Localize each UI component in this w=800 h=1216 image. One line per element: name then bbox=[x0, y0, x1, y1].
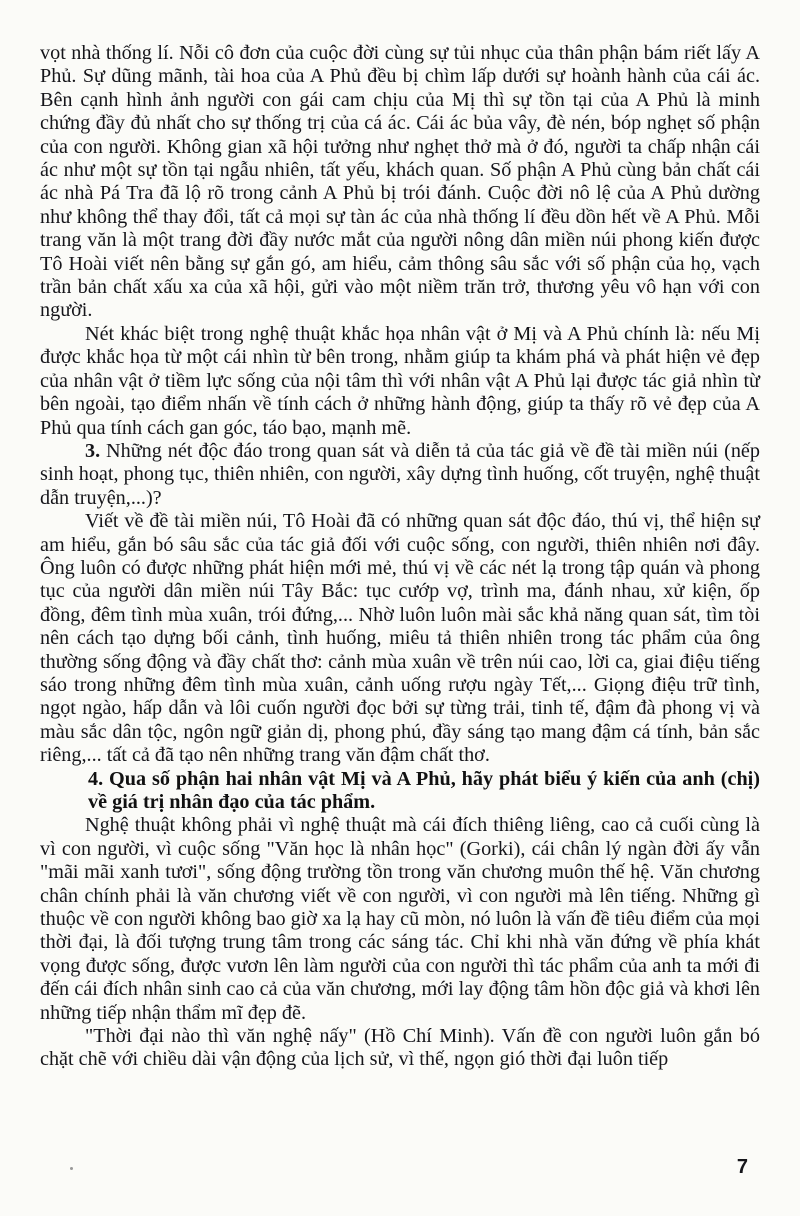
paragraph-contrast: Nét khác biệt trong nghệ thuật khắc họa nhân vật ở Mị và A Phủ chính là: nếu Mị được khắc họa từ một cái nhìn từ bên trong, nhằm giúp ta khám phá và phát hiện vẻ đẹp của nhân vật ở tiềm lực sống của nội tâm thì với nhân vật A Phủ lại được tác giả nhìn từ bên ngoài, tạo điểm nhấn về tính cách ở những hành động, giúp ta thấy rõ vẻ đẹp của A Phủ qua tính cách gan góc, táo bạo, mạnh mẽ. bbox=[40, 322, 760, 439]
page-number: 7 bbox=[736, 1156, 748, 1178]
paragraph-continuation: vọt nhà thống lí. Nỗi cô đơn của cuộc đời cùng sự tủi nhục của thân phận bám riết lấy A Phủ. Sự dũng mãnh, tài hoa của A Phủ đều bị chìm lấp dưới sự hoành hành của cái ác. Bên cạnh hình ảnh người con gái cam chịu của Mị thì sự tồn tại của A Phủ là minh chứng đầy đủ nhất cho sự thống trị của cá ác. Cái ác bủa vây, đè nén, bóp nghẹt số phận của con người. Không gian xã hội tưởng như nghẹt thở mà ở đó, người ta chấp nhận cái ác như một sự tồn tại ngẫu nhiên, tất yếu, khách quan. Số phận A Phủ cùng bản chất cái ác nhà Pá Tra đã lộ rõ trong cảnh A Phủ bị trói đánh. Cuộc đời nô lệ của A Phủ dường như không thể thay đổi, tất cả mọi sự tàn ác của nhà thống lí đều dồn hết về A Phủ. Mỗi trang văn là một trang đời đầy nước mắt của người nông dân miền núi phong kiến được Tô Hoài viết nên bằng sự gắn gó, am hiểu, cảm thông sâu sắc với số phận của họ, vạch trần bản chất xấu xa của xã hội, gửi vào một niềm trăn trở, thương yêu vô hạn với con người. bbox=[40, 42, 760, 322]
question-3-text: Những nét độc đáo trong quan sát và diễn tả của tác giả về đề tài miền núi (nếp sinh hoạt, phong tục, thiên nhiên, con người, xây dựng tình huống, cốt truyện, nghệ thuật dẫn truyện,...)? bbox=[40, 439, 760, 509]
paragraph-answer-3: Viết về đề tài miền núi, Tô Hoài đã có những quan sát độc đáo, thú vị, thể hiện sự am hiểu, gắn bó sâu sắc của tác giả đối với cuộc sống, con người, thiên nhiên nơi đây. Ông luôn có được những phát hiện mới mẻ, thú vị về các nét lạ trong tập quán và phong tục của người dân miền núi Tây Bắc: tục cướp vợ, trình ma, đánh nhau, xử kiện, ốp đồng, đêm tình mùa xuân, trói đứng,... Nhờ luôn luôn mài sắc khả năng quan sát, tìm tòi nên cách tạo dựng bối cảnh, tình huống, miêu tả thiên nhiên trong tác phẩm của ông thường sống động và đầy chất thơ: cảnh mùa xuân về trên núi cao, lời ca, giai điệu tiếng sáo trong những đêm tình mùa xuân, cảnh uống rượu ngày Tết,... Giọng điệu trữ tình, ngọt ngào, hấp dẫn và lôi cuốn người đọc bởi sự từng trải, tinh tế, đậm đà phong vị và màu sắc dân tộc, ngôn ngữ giản dị, phong phú, đầy sáng tạo mang đậm cá tính, bản sắc riêng,... tất cả đã tạo nên những trang văn đậm chất thơ. bbox=[40, 510, 760, 767]
question-3 bbox=[40, 440, 760, 510]
print-speck bbox=[70, 1167, 73, 1170]
paragraph-answer-4: Nghệ thuật không phải vì nghệ thuật mà cái đích thiêng liêng, cao cả cuối cùng là vì con người, vì cuộc sống "Văn học là nhân học" (Gorki), cái chân lý ngàn đời ấy vẫn "mãi mãi xanh tươi", sống động trường tồn trong văn chương muôn thế hệ. Văn chương chân chính phải là văn chương viết về con người, vì con người mà lên tiếng. Những gì thuộc về con người không bao giờ xa lạ hay cũ mòn, nó luôn là vấn đề tiêu điểm của mọi thời đại, là đối tượng trung tâm trong các sáng tác. Chỉ khi nhà văn đứng về phía khát vọng được sống, được vươn lên làm người của con người thì tác phẩm của anh ta mới đi đến cái đích nhân sinh cao cả của văn chương, mới lay động tâm hồn độc giả và khơi lên những tiếp nhận thẩm mĩ đẹp đẽ. bbox=[40, 814, 760, 1024]
paragraph-last: "Thời đại nào thì văn nghệ nấy" (Hồ Chí Minh). Vấn đề con người luôn gắn bó chặt chẽ với chiều dài vận động của lịch sử, vì thế, ngọn gió thời đại luôn tiếp bbox=[40, 1025, 760, 1071]
page-body bbox=[40, 42, 760, 1072]
question-4-heading: 4. Qua số phận hai nhân vật Mị và A Phủ, hãy phát biểu ý kiến của anh (chị) về giá trị nhân đạo của tác phẩm. bbox=[88, 767, 760, 813]
question-3-number: 3. bbox=[85, 439, 101, 462]
